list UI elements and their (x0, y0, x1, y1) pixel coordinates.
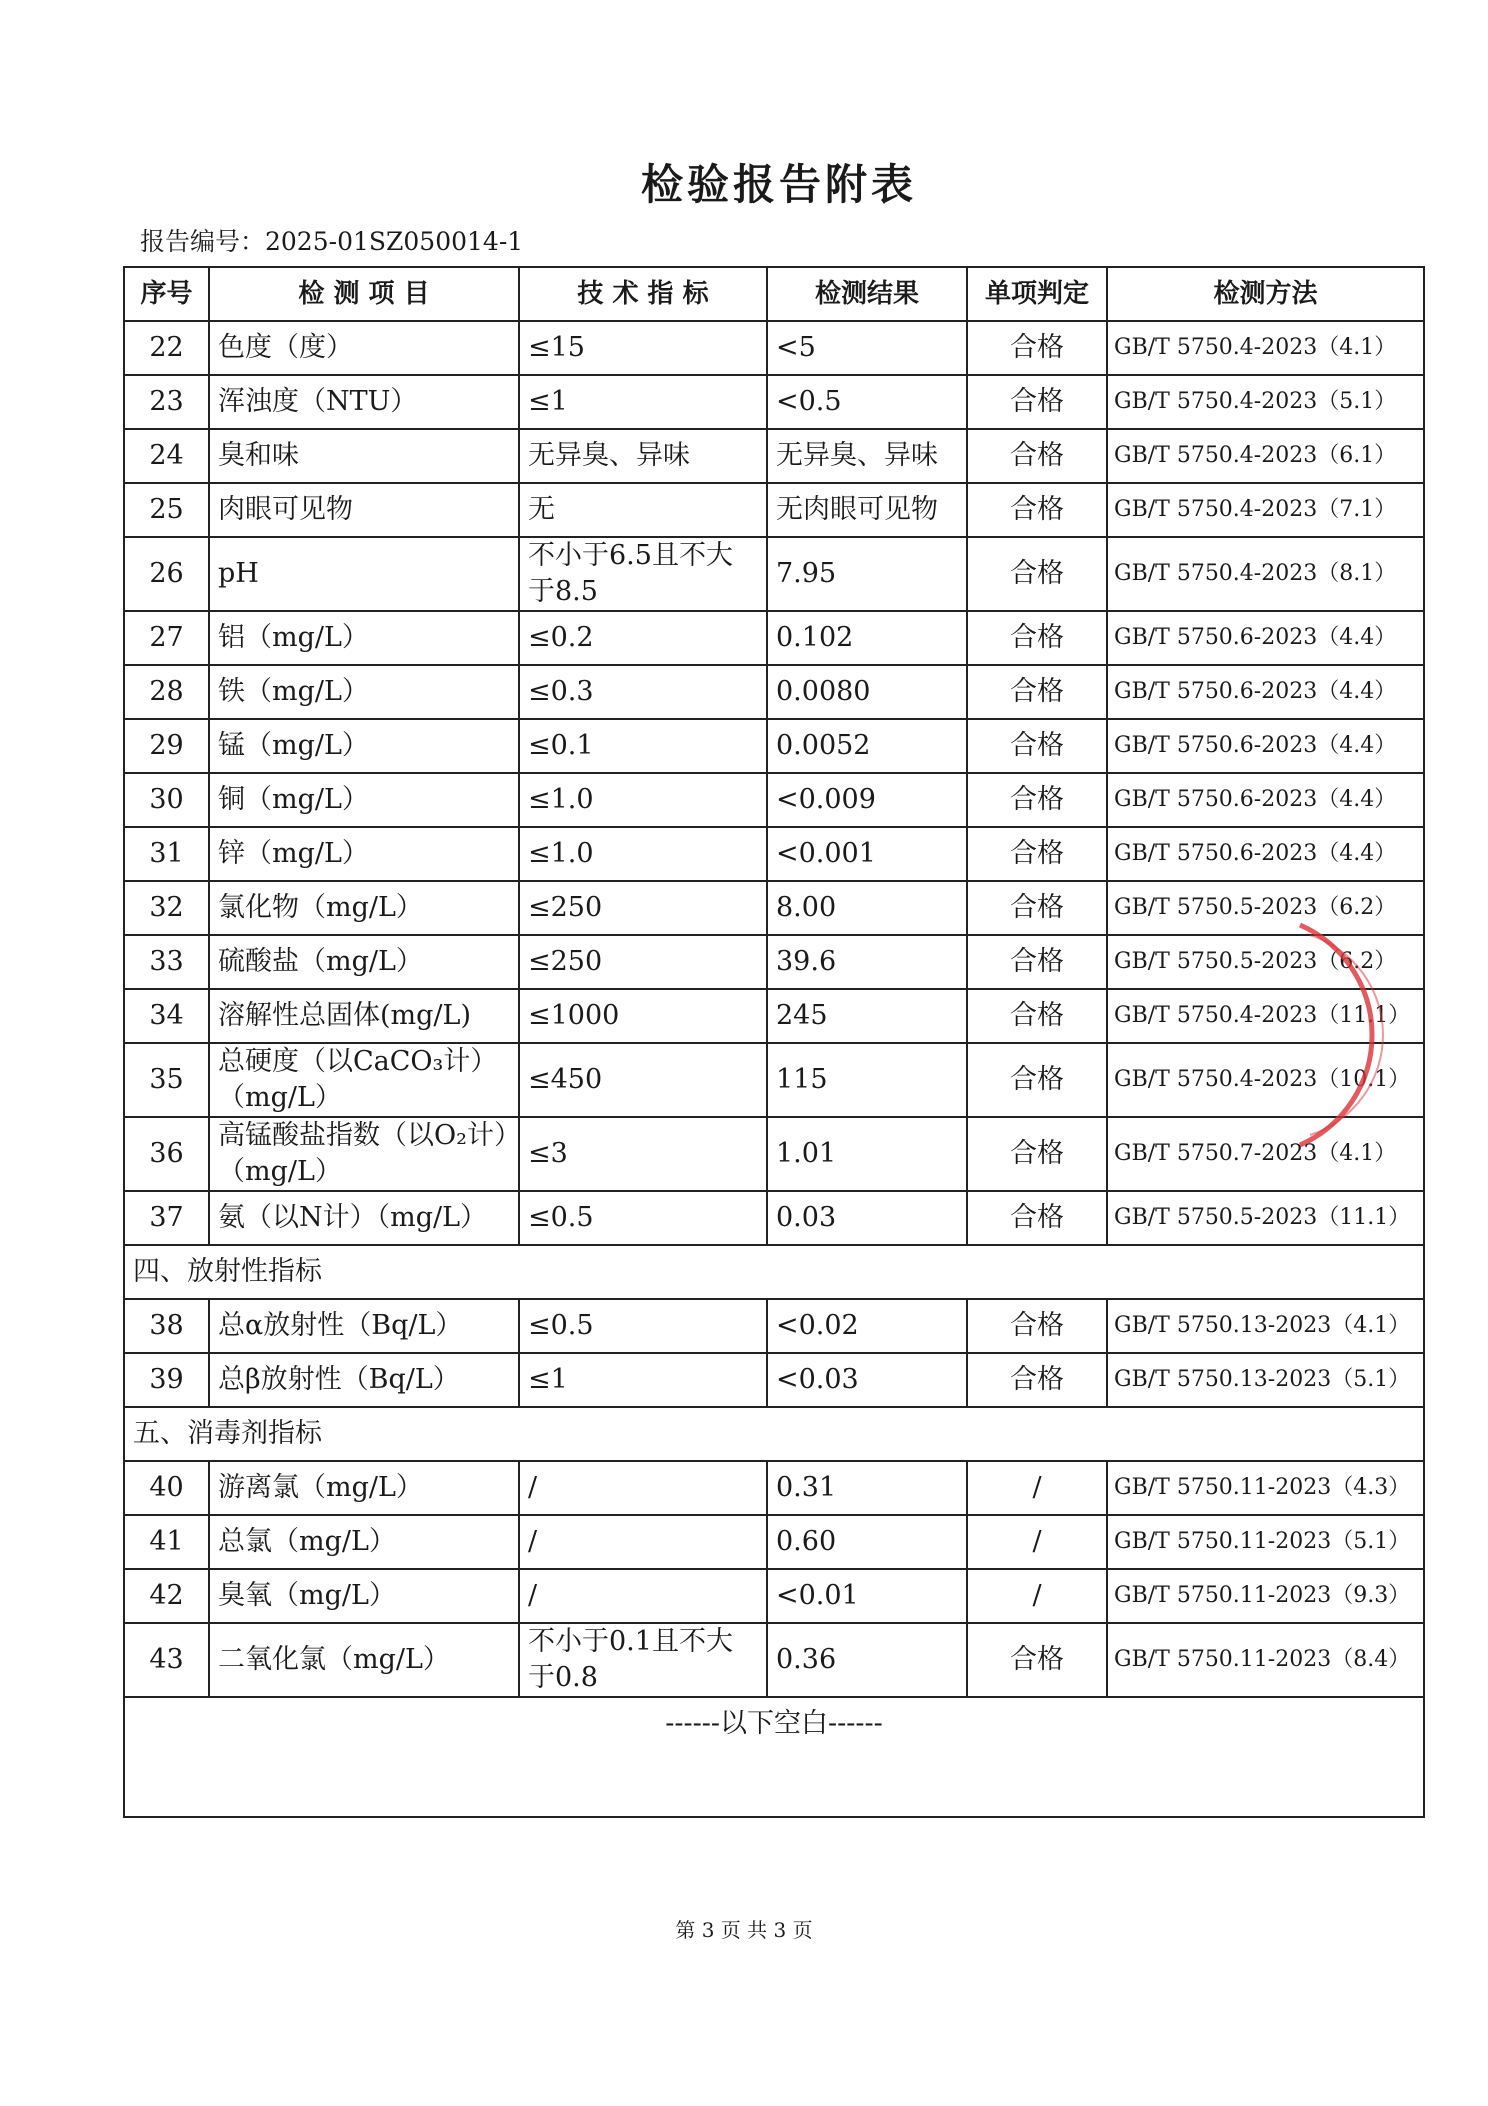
blank-note: ------以下空白------ (124, 1697, 1424, 1817)
table-row (124, 1043, 1424, 1117)
header-result: 检测结果 (767, 267, 967, 321)
cell-method: GB/T 5750.11-2023（5.1） (1107, 1515, 1424, 1569)
cell-result: <0.01 (767, 1569, 967, 1623)
table-row (124, 483, 1424, 537)
cell-item: 色度（度） (209, 321, 519, 375)
cell-spec: ≤1.0 (519, 827, 767, 881)
cell-result: <0.009 (767, 773, 967, 827)
table-row (124, 1515, 1424, 1569)
cell-no: 41 (124, 1515, 209, 1569)
cell-no: 43 (124, 1623, 209, 1697)
table-row (124, 1299, 1424, 1353)
section-row (124, 1407, 1424, 1461)
section-label: 四、放射性指标 (124, 1245, 1424, 1299)
cell-judgement: 合格 (967, 1191, 1107, 1245)
cell-item: 总α放射性（Bq/L） (209, 1299, 519, 1353)
cell-no: 37 (124, 1191, 209, 1245)
table-row (124, 773, 1424, 827)
cell-judgement: 合格 (967, 989, 1107, 1043)
cell-item: 铁（mg/L） (209, 665, 519, 719)
cell-item: 锌（mg/L） (209, 827, 519, 881)
cell-spec: ≤1 (519, 1353, 767, 1407)
cell-item: 二氧化氯（mg/L） (209, 1623, 519, 1697)
cell-result: <0.03 (767, 1353, 967, 1407)
cell-judgement: / (967, 1569, 1107, 1623)
cell-spec: ≤15 (519, 321, 767, 375)
cell-spec: ≤0.2 (519, 611, 767, 665)
cell-judgement: 合格 (967, 827, 1107, 881)
cell-result: 115 (767, 1043, 967, 1117)
page-footer: 第 3 页 共 3 页 (675, 1918, 813, 1942)
cell-no: 25 (124, 483, 209, 537)
cell-no: 23 (124, 375, 209, 429)
cell-no: 33 (124, 935, 209, 989)
cell-method: GB/T 5750.11-2023（4.3） (1107, 1461, 1424, 1515)
cell-spec: ≤0.1 (519, 719, 767, 773)
table-row (124, 429, 1424, 483)
table-row (124, 935, 1424, 989)
table-row (124, 1461, 1424, 1515)
cell-item: 氨（以N计）（mg/L） (209, 1191, 519, 1245)
report-number: 报告编号：2025-01SZ050014-1 (140, 227, 524, 256)
cell-judgement: / (967, 1461, 1107, 1515)
cell-result: 0.102 (767, 611, 967, 665)
table-row (124, 989, 1424, 1043)
cell-judgement: 合格 (967, 881, 1107, 935)
cell-spec: ≤1000 (519, 989, 767, 1043)
cell-spec: ≤0.5 (519, 1299, 767, 1353)
cell-item: 游离氯（mg/L） (209, 1461, 519, 1515)
cell-judgement: 合格 (967, 537, 1107, 611)
cell-judgement: 合格 (967, 935, 1107, 989)
cell-spec: ≤250 (519, 935, 767, 989)
table-row (124, 537, 1424, 611)
cell-item: 肉眼可见物 (209, 483, 519, 537)
cell-item: 浑浊度（NTU） (209, 375, 519, 429)
cell-method: GB/T 5750.5-2023（11.1） (1107, 1191, 1424, 1245)
cell-spec: 无 (519, 483, 767, 537)
cell-judgement: 合格 (967, 483, 1107, 537)
cell-judgement: 合格 (967, 773, 1107, 827)
cell-judgement: 合格 (967, 375, 1107, 429)
cell-spec: 无异臭、异味 (519, 429, 767, 483)
table-row (124, 1117, 1424, 1191)
cell-item: pH (209, 537, 519, 611)
cell-judgement: 合格 (967, 1353, 1107, 1407)
cell-method: GB/T 5750.6-2023（4.4） (1107, 827, 1424, 881)
cell-result: 0.60 (767, 1515, 967, 1569)
cell-judgement: 合格 (967, 1043, 1107, 1117)
cell-judgement: / (967, 1515, 1107, 1569)
cell-no: 39 (124, 1353, 209, 1407)
cell-item: 锰（mg/L） (209, 719, 519, 773)
cell-judgement: 合格 (967, 611, 1107, 665)
cell-no: 27 (124, 611, 209, 665)
cell-spec: ≤0.5 (519, 1191, 767, 1245)
cell-method: GB/T 5750.13-2023（4.1） (1107, 1299, 1424, 1353)
cell-method: GB/T 5750.4-2023（10.1） (1107, 1043, 1424, 1117)
section-row (124, 1245, 1424, 1299)
cell-item: 溶解性总固体(mg/L) (209, 989, 519, 1043)
cell-method: GB/T 5750.4-2023（6.1） (1107, 429, 1424, 483)
header-judgement: 单项判定 (967, 267, 1107, 321)
cell-judgement: 合格 (967, 1117, 1107, 1191)
cell-method: GB/T 5750.7-2023（4.1） (1107, 1117, 1424, 1191)
cell-spec: / (519, 1515, 767, 1569)
cell-result: 0.31 (767, 1461, 967, 1515)
cell-no: 31 (124, 827, 209, 881)
cell-no: 35 (124, 1043, 209, 1117)
cell-spec: ≤3 (519, 1117, 767, 1191)
cell-result: <0.5 (767, 375, 967, 429)
table-row (124, 665, 1424, 719)
table-row (124, 611, 1424, 665)
cell-spec: / (519, 1569, 767, 1623)
cell-judgement: 合格 (967, 665, 1107, 719)
cell-item: 铝（mg/L） (209, 611, 519, 665)
cell-no: 30 (124, 773, 209, 827)
table-row (124, 719, 1424, 773)
cell-spec: ≤1.0 (519, 773, 767, 827)
cell-result: 无肉眼可见物 (767, 483, 967, 537)
cell-no: 36 (124, 1117, 209, 1191)
cell-method: GB/T 5750.4-2023（8.1） (1107, 537, 1424, 611)
cell-spec: ≤1 (519, 375, 767, 429)
cell-judgement: 合格 (967, 1623, 1107, 1697)
header-no: 序号 (124, 267, 209, 321)
cell-no: 34 (124, 989, 209, 1043)
cell-judgement: 合格 (967, 1299, 1107, 1353)
cell-method: GB/T 5750.5-2023（6.2） (1107, 935, 1424, 989)
cell-spec: / (519, 1461, 767, 1515)
table-row (124, 321, 1424, 375)
cell-result: 0.36 (767, 1623, 967, 1697)
cell-item: 氯化物（mg/L） (209, 881, 519, 935)
cell-method: GB/T 5750.13-2023（5.1） (1107, 1353, 1424, 1407)
cell-method: GB/T 5750.4-2023（4.1） (1107, 321, 1424, 375)
cell-no: 26 (124, 537, 209, 611)
cell-item: 硫酸盐（mg/L） (209, 935, 519, 989)
cell-result: <0.02 (767, 1299, 967, 1353)
cell-method: GB/T 5750.5-2023（6.2） (1107, 881, 1424, 935)
cell-result: 0.0080 (767, 665, 967, 719)
cell-method: GB/T 5750.4-2023（11.1） (1107, 989, 1424, 1043)
cell-method: GB/T 5750.6-2023（4.4） (1107, 719, 1424, 773)
cell-method: GB/T 5750.6-2023（4.4） (1107, 665, 1424, 719)
cell-result: 0.0052 (767, 719, 967, 773)
table-row (124, 827, 1424, 881)
cell-item: 总氯（mg/L） (209, 1515, 519, 1569)
cell-method: GB/T 5750.11-2023（9.3） (1107, 1569, 1424, 1623)
cell-result: <0.001 (767, 827, 967, 881)
cell-no: 32 (124, 881, 209, 935)
cell-spec: ≤0.3 (519, 665, 767, 719)
cell-no: 29 (124, 719, 209, 773)
cell-item: 总β放射性（Bq/L） (209, 1353, 519, 1407)
cell-result: 245 (767, 989, 967, 1043)
cell-no: 24 (124, 429, 209, 483)
page-title: 检验报告附表 (640, 160, 917, 209)
table-row (124, 375, 1424, 429)
table-row (124, 1353, 1424, 1407)
cell-no: 42 (124, 1569, 209, 1623)
cell-no: 38 (124, 1299, 209, 1353)
table-body (124, 321, 1424, 1697)
table-header-row (124, 267, 1424, 321)
cell-judgement: 合格 (967, 429, 1107, 483)
cell-result: 无异臭、异味 (767, 429, 967, 483)
blank-row (124, 1697, 1424, 1817)
cell-method: GB/T 5750.6-2023（4.4） (1107, 773, 1424, 827)
cell-result: <5 (767, 321, 967, 375)
section-label: 五、消毒剂指标 (124, 1407, 1424, 1461)
cell-item: 总硬度（以CaCO₃计）（mg/L） (209, 1043, 519, 1117)
cell-result: 1.01 (767, 1117, 967, 1191)
cell-no: 28 (124, 665, 209, 719)
table-row (124, 1191, 1424, 1245)
cell-spec: ≤250 (519, 881, 767, 935)
results-table (123, 266, 1425, 1818)
cell-method: GB/T 5750.4-2023（5.1） (1107, 375, 1424, 429)
cell-result: 39.6 (767, 935, 967, 989)
cell-spec: 不小于6.5且不大于8.5 (519, 537, 767, 611)
table-row (124, 1569, 1424, 1623)
cell-item: 铜（mg/L） (209, 773, 519, 827)
table-row (124, 1623, 1424, 1697)
cell-judgement: 合格 (967, 719, 1107, 773)
table-row (124, 881, 1424, 935)
cell-judgement: 合格 (967, 321, 1107, 375)
cell-item: 高锰酸盐指数（以O₂计）（mg/L） (209, 1117, 519, 1191)
header-item: 检 测 项 目 (209, 267, 519, 321)
cell-item: 臭和味 (209, 429, 519, 483)
cell-item: 臭氧（mg/L） (209, 1569, 519, 1623)
header-spec: 技 术 指 标 (519, 267, 767, 321)
cell-result: 8.00 (767, 881, 967, 935)
cell-result: 0.03 (767, 1191, 967, 1245)
cell-spec: 不小于0.1且不大于0.8 (519, 1623, 767, 1697)
cell-method: GB/T 5750.6-2023（4.4） (1107, 611, 1424, 665)
cell-method: GB/T 5750.4-2023（7.1） (1107, 483, 1424, 537)
header-method: 检测方法 (1107, 267, 1424, 321)
cell-no: 22 (124, 321, 209, 375)
cell-method: GB/T 5750.11-2023（8.4） (1107, 1623, 1424, 1697)
cell-no: 40 (124, 1461, 209, 1515)
cell-spec: ≤450 (519, 1043, 767, 1117)
cell-result: 7.95 (767, 537, 967, 611)
